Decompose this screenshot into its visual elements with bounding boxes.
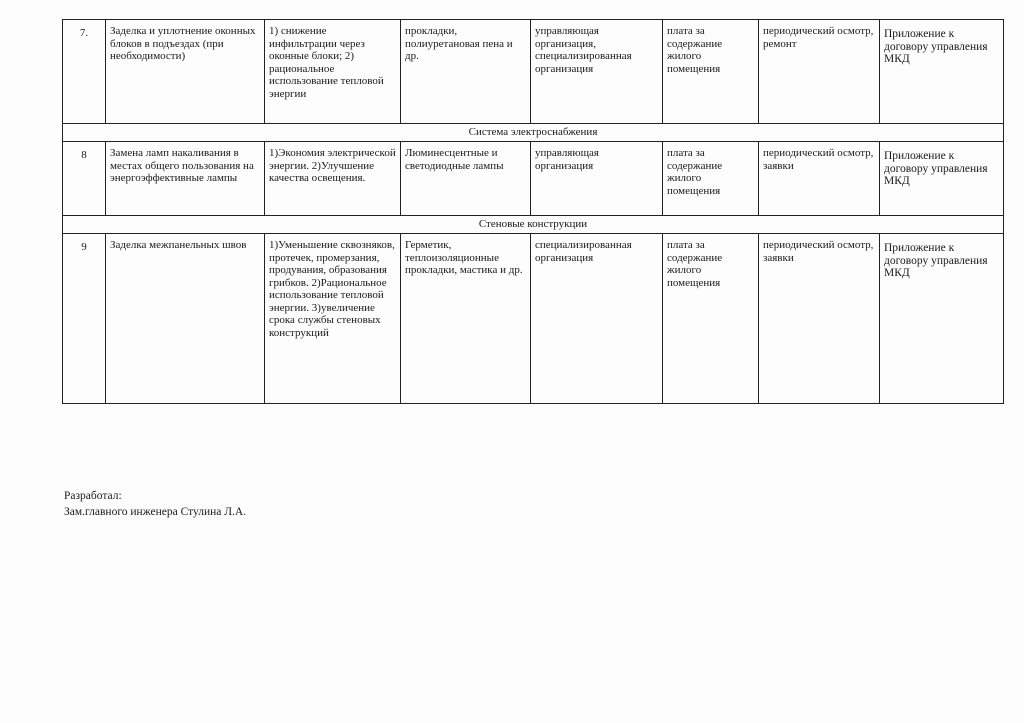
materials-cell: прокладки, полиуретановая пена и др. xyxy=(401,20,531,124)
funding-cell: плата за содержание жилого помещения xyxy=(663,20,759,124)
document-cell: Приложение к договору управления МКД xyxy=(880,234,1004,404)
document-cell: Приложение к договору управления МКД xyxy=(880,142,1004,216)
executor-cell: управляющая организация, специализированная организация xyxy=(531,20,663,124)
document-cell: Приложение к договору управления МКД xyxy=(880,20,1004,124)
executor-cell: специализированная организация xyxy=(531,234,663,404)
row-number: 8 xyxy=(63,142,106,216)
frequency-cell: периодический осмотр, ремонт xyxy=(759,20,880,124)
signature-block xyxy=(64,488,246,520)
measure-cell: Заделка межпанельных швов xyxy=(106,234,265,404)
measure-cell: Заделка и уплотнение оконных блоков в подъездах (при необходимости) xyxy=(106,20,265,124)
effect-cell: 1)Уменьшение сквозняков, протечек, промерзания, продувания, образования грибков. 2)Рациональное использование тепловой энергии. 3)увеличение срока службы стеновых конструкций xyxy=(265,234,401,404)
developed-by-label: Разработал: xyxy=(64,490,122,502)
materials-cell: Герметик, теплоизоляционные прокладки, мастика и др. xyxy=(401,234,531,404)
section-heading-power: Система электроснабжения xyxy=(63,124,1004,142)
table-row xyxy=(63,20,1004,124)
measure-cell: Замена ламп накаливания в местах общего пользования на энергоэффективные лампы xyxy=(106,142,265,216)
row-number: 7. xyxy=(63,20,106,124)
funding-cell: плата за содержание жилого помещения xyxy=(663,142,759,216)
frequency-cell: периодический осмотр, заявки xyxy=(759,234,880,404)
section-heading-walls: Стеновые конструкции xyxy=(63,216,1004,234)
materials-cell: Люминесцентные и светодиодные лампы xyxy=(401,142,531,216)
section-row xyxy=(63,124,1004,142)
frequency-cell: периодический осмотр, заявки xyxy=(759,142,880,216)
row-number: 9 xyxy=(63,234,106,404)
section-row xyxy=(63,216,1004,234)
effect-cell: 1)Экономия электрической энергии. 2)Улучшение качества освещения. xyxy=(265,142,401,216)
table-row xyxy=(63,142,1004,216)
energy-measures-table xyxy=(62,19,1004,404)
funding-cell: плата за содержание жилого помещения xyxy=(663,234,759,404)
author-line: Зам.главного инженера Стулина Л.А. xyxy=(64,506,247,518)
effect-cell: 1) снижение инфильтрации через оконные блоки; 2) рациональное использование тепловой энергии xyxy=(265,20,401,124)
executor-cell: управляющая организация xyxy=(531,142,663,216)
table-row xyxy=(63,234,1004,404)
